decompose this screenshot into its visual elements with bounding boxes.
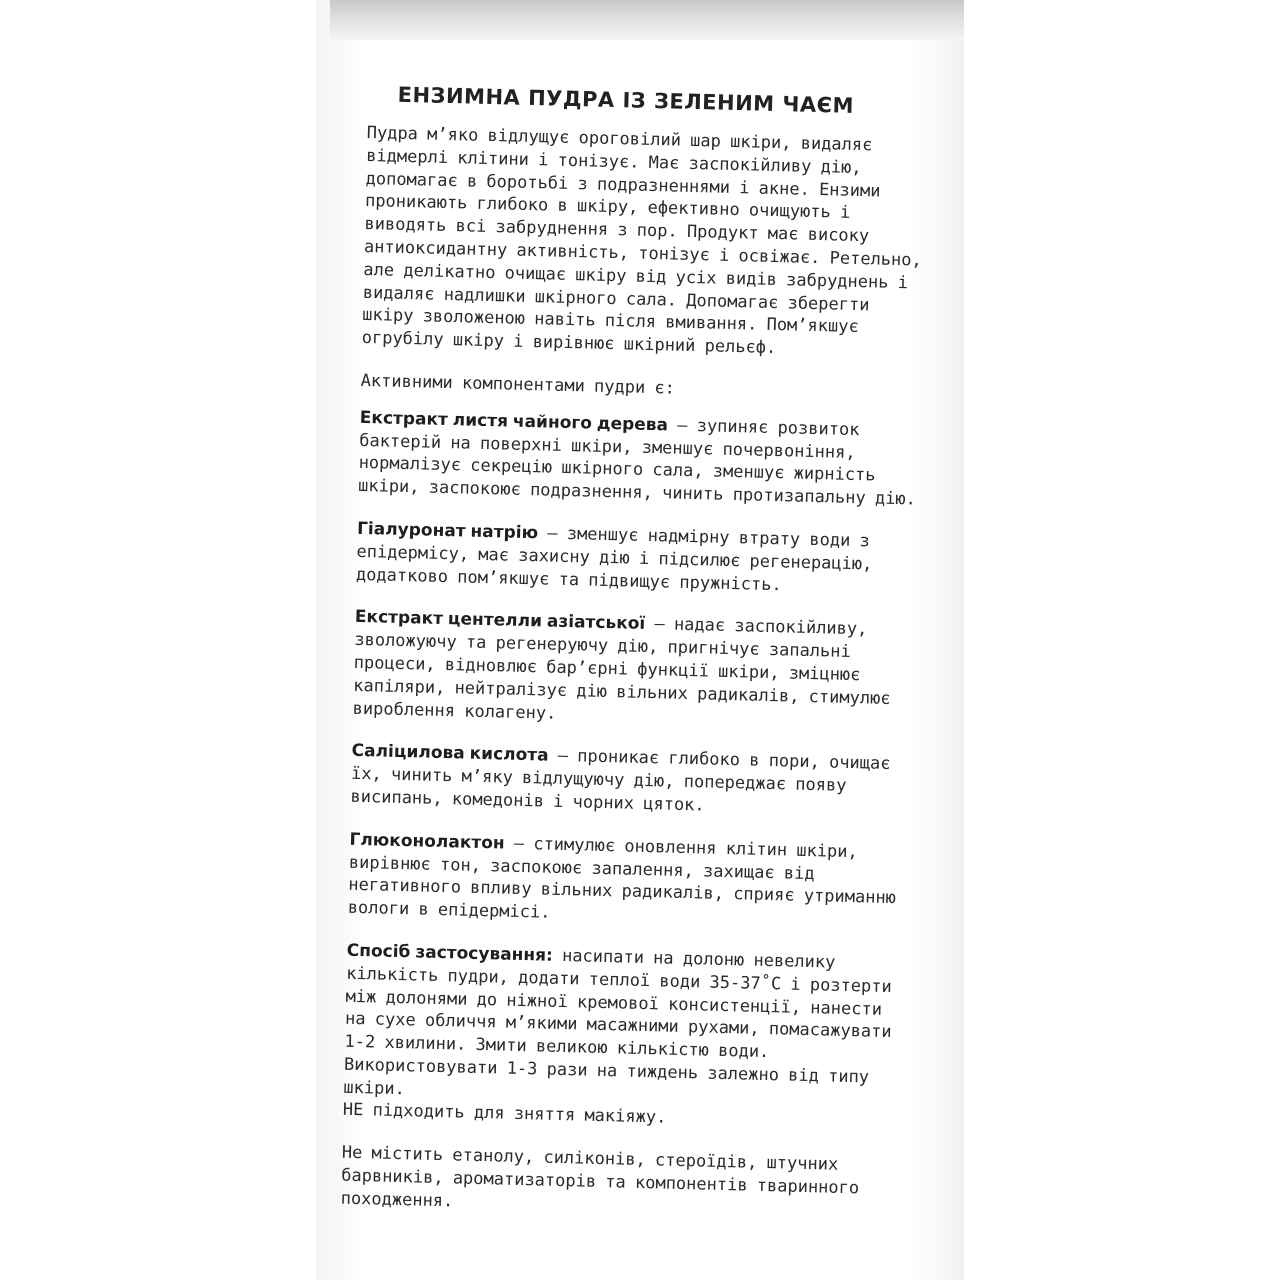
ingredient-name: Екстракт центелли азіатської	[354, 607, 646, 635]
ingredient-hyaluronate	[356, 518, 918, 600]
ingredient-description: – стимулює оновлення клітин шкіри, вирівнює тон, заспокоює запалення, захищає від негативного впливу вільних радикалів, сприяє утриманню вологи в епідермісі.	[347, 833, 897, 923]
usage-label: Спосіб застосування:	[346, 940, 554, 966]
package-top-edge	[330, 0, 964, 40]
usage-instructions	[343, 940, 907, 1136]
ingredient-centella	[352, 606, 915, 734]
usage-text: насипати на долоню невелику кількість пудри, додати теплої води 35-37˚С і розтерти між долонями до ніжної кремової консистенції, нанести на сухе обличчя м’якими масажними рухами, помасажувати 1-2 хвилини. Змити великою кількістю води. Використовувати 1-3 рази на тиждень залежно від типу шкіри.	[343, 945, 892, 1099]
ingredient-tea-tree	[358, 407, 920, 512]
ingredient-name: Саліцилова кислота	[351, 741, 549, 766]
ingredient-name: Екстракт листя чайного дерева	[359, 407, 669, 436]
intro-paragraph: Пудра м’яко відлущує ороговілий шар шкіри, видаляє відмерлі клітини і тонізує. Має заспокійливу дію, допомагає в боротьбі з подразненнями і акне. Ензими проникають глибоко в шкіру, ефективно очищують і виводять всі забруднення з пор. Продукт має високу антиоксидантну активність, тонізує і освіжає. Ретельно, але делікатно очищає шкіру від усіх видів забруднень і видаляє надлишки шкірного сала. Допомагає зберегти шкіру зволоженою навіть після вмивання. Пом’якшує огрубілу шкіру і вирівнює шкірний рельєф.	[361, 122, 922, 359]
disclaimer: Не містить етанолу, силіконів, стероїдів, штучних барвників, ароматизаторів та компонентів тваринного походження.	[340, 1142, 860, 1212]
ingredient-gluconolactone	[348, 828, 910, 933]
usage-note: НЕ підходить для зняття макіяжу.	[342, 1100, 667, 1129]
ingredient-salicylic-acid	[350, 740, 912, 822]
ingredient-name: Глюконолактон	[349, 829, 505, 854]
components-heading: Активними компонентами пудри є:	[360, 370, 676, 399]
label-text-block	[340, 82, 928, 1244]
ingredient-description: – зменшує надмірну втрату води з епідермісу, має захисну дію і підсилює регенерацію, додатково пом’якшує та підвищує пружність.	[355, 523, 873, 595]
ingredient-description: – надає заспокійливу, зволожуючу та регенеруючу дію, пригнічує запальні процеси, відновлює бар’єрні функції шкіри, зміцнює капіляри, нейтралізує дію вільних радикалів, стимулює вироблення колагену.	[352, 614, 891, 724]
product-title: ЕНЗИМНА ПУДРА ІЗ ЗЕЛЕНИМ ЧАЄМ	[397, 82, 855, 118]
ingredient-name: Гіалуронат натрію	[356, 518, 539, 544]
ingredient-description: – зупиняє розвиток бактерій на поверхні шкіри, зменшує почервоніння, нормалізує секрецію шкірного сала, зменшує жирність шкіри, заспокоює подразнення, чинить протизапальну дію.	[357, 415, 917, 510]
ingredient-description: – проникає глибоко в пори, очищає їх, чинить м’яку відлущуючу дію, попереджає появу висипань, комедонів і чорних цяток.	[350, 745, 891, 816]
